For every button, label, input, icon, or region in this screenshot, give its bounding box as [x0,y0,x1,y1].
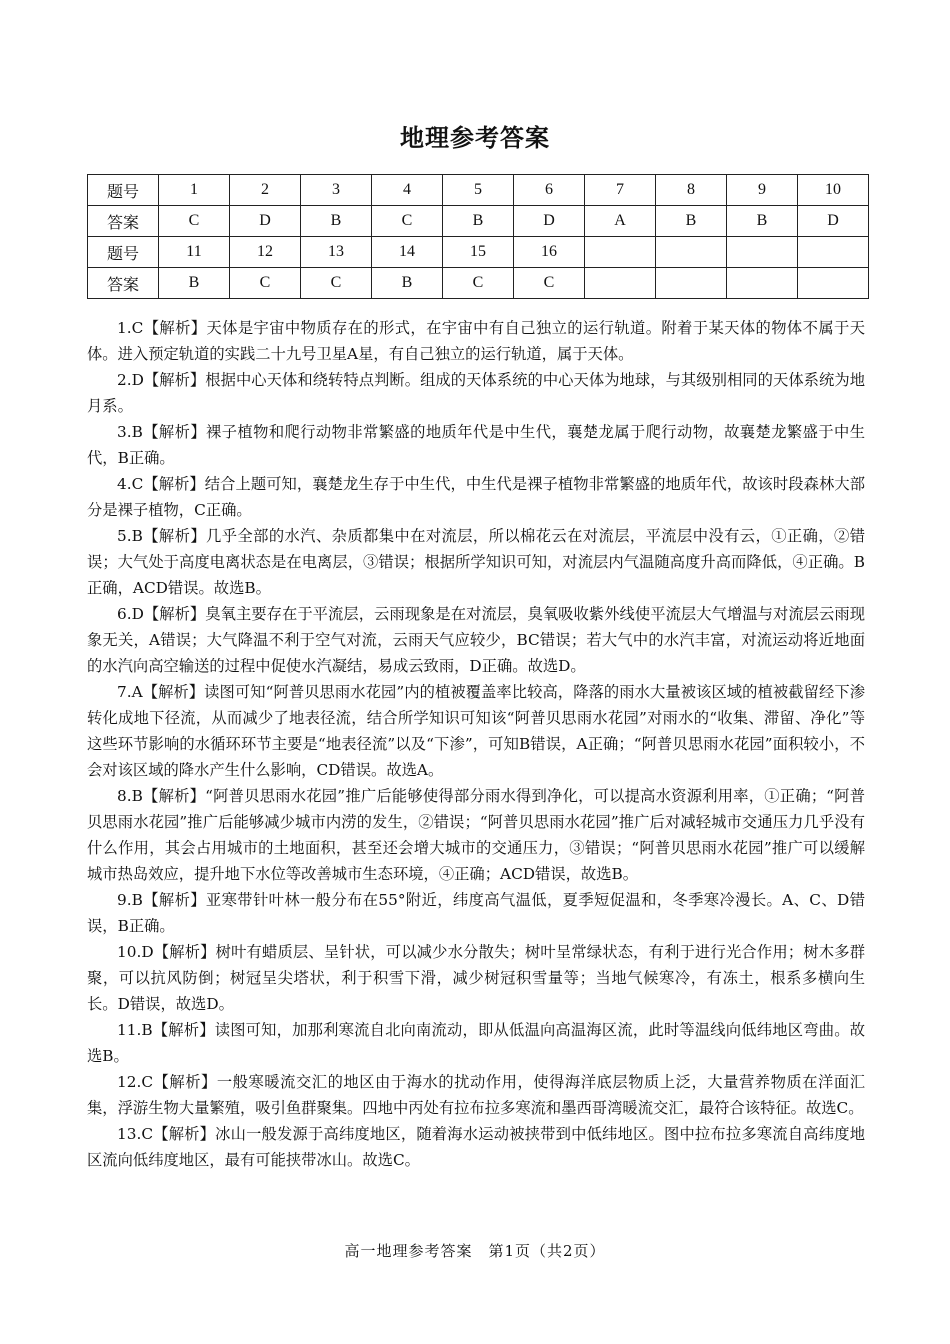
table-cell: C [301,268,372,299]
table-cell [585,268,656,299]
explanation-paragraph: 7.A【解析】读图可知“阿普贝思雨水花园”内的植被覆盖率比较高，降落的雨水大量被该区域的植被截留经下渗转化成地下径流，从而减少了地表径流，结合所学知识可知该“阿普贝思雨水花园”对雨水的“收集、滞留、净化”等这些环节影响的水循环环节主要是“地表径流”以及“下渗”，可知B错误，A正确；“阿普贝思雨水花园”面积较小，不会对该区域的降水产生什么影响，CD错误。故选A。 [87,683,865,779]
table-cell: B [159,268,230,299]
explanation-paragraph: 1.C【解析】天体是宇宙中物质存在的形式，在宇宙中有自己独立的运行轨道。附着于某天体的物体不属于天体。进入预定轨道的实践二十九号卫星A星，有自己独立的运行轨道，属于天体。 [87,319,865,363]
table-cell: B [656,206,727,237]
table-cell: D [514,206,585,237]
table-cell: 答案 [88,206,159,237]
table-cell: C [159,206,230,237]
table-cell: A [585,206,656,237]
table-row [88,206,869,237]
explanation-paragraph: 6.D【解析】臭氧主要存在于平流层，云雨现象是在对流层，臭氧吸收紫外线使平流层大气增温与对流层云雨现象无关，A错误；大气降温不利于空气对流，云雨天气应较少，BC错误；若大气中的水汽丰富，对流运动将近地面的水汽向高空输送的过程中促使水汽凝结，易成云致雨，D正确。故选D。 [87,605,865,675]
page-footer: 高一地理参考答案 第1页（共2页） [344,1242,606,1260]
table-cell: 6 [514,175,585,206]
table-cell [656,268,727,299]
table-cell: B [727,206,798,237]
page-title: 地理参考答案 [400,124,550,152]
table-cell: 题号 [88,175,159,206]
table-cell: C [230,268,301,299]
table-cell: C [443,268,514,299]
answer-table [87,174,869,299]
table-row [88,237,869,268]
table-cell: 16 [514,237,585,268]
table-cell: 4 [372,175,443,206]
explanation-paragraph: 13.C【解析】冰山一般发源于高纬度地区，随着海水运动被挟带到中低纬地区。图中拉布拉多寒流自高纬度地区流向低纬度地区，最有可能挟带冰山。故选C。 [87,1125,865,1169]
table-cell: 11 [159,237,230,268]
table-cell: D [798,206,869,237]
explanation-paragraph: 4.C【解析】结合上题可知，襄楚龙生存于中生代，中生代是裸子植物非常繁盛的地质年代，故该时段森林大部分是裸子植物，C正确。 [87,475,865,519]
table-cell: C [372,206,443,237]
table-cell: D [230,206,301,237]
table-cell: B [443,206,514,237]
table-cell: 答案 [88,268,159,299]
table-cell: 1 [159,175,230,206]
explanation-paragraph: 2.D【解析】根据中心天体和绕转特点判断。组成的天体系统的中心天体为地球，与其级别相同的天体系统为地月系。 [87,371,865,415]
explanation-paragraph: 10.D【解析】树叶有蜡质层、呈针状，可以减少水分散失；树叶呈常绿状态，有利于进行光合作用；树木多群聚，可以抗风防倒；树冠呈尖塔状，利于积雪下滑，减少树冠积雪量等；当地气候寒冷，有冻土，根系多横向生长。D错误，故选D。 [87,943,865,1013]
explanation-paragraph: 3.B【解析】裸子植物和爬行动物非常繁盛的地质年代是中生代，襄楚龙属于爬行动物，故襄楚龙繁盛于中生代，B正确。 [87,423,865,467]
table-cell [798,237,869,268]
table-row [88,268,869,299]
table-cell: C [514,268,585,299]
explanation-paragraph: 9.B【解析】亚寒带针叶林一般分布在55°附近，纬度高气温低，夏季短促温和，冬季寒冷漫长。A、C、D错误，B正确。 [87,891,865,935]
table-cell [798,268,869,299]
explanation-paragraph: 5.B【解析】几乎全部的水汽、杂质都集中在对流层，所以棉花云在对流层，平流层中没有云，①正确，②错误；大气处于高度电离状态是在电离层，③错误；根据所学知识可知，对流层内气温随高度升高而降低，④正确。B正确，ACD错误。故选B。 [87,527,865,597]
table-cell: 9 [727,175,798,206]
table-cell [656,237,727,268]
explanation-paragraph: 12.C【解析】一般寒暖流交汇的地区由于海水的扰动作用，使得海洋底层物质上泛，大量营养物质在洋面汇集，浮游生物大量繁殖，吸引鱼群聚集。四地中丙处有拉布拉多寒流和墨西哥湾暖流交汇，最符合该特征。故选C。 [87,1073,865,1117]
table-cell: 14 [372,237,443,268]
table-cell: 12 [230,237,301,268]
table-cell: 13 [301,237,372,268]
table-cell: 3 [301,175,372,206]
table-cell: 7 [585,175,656,206]
table-cell: 题号 [88,237,159,268]
table-cell: 10 [798,175,869,206]
table-row [88,175,869,206]
table-cell: B [301,206,372,237]
table-cell [727,268,798,299]
explanation-paragraph: 11.B【解析】读图可知，加那利寒流自北向南流动，即从低温向高温海区流，此时等温线向低纬地区弯曲。故选B。 [87,1021,865,1065]
table-cell: 5 [443,175,514,206]
table-cell [585,237,656,268]
table-cell [727,237,798,268]
explanations [87,315,865,1173]
table-cell: 2 [230,175,301,206]
explanation-paragraph: 8.B【解析】“阿普贝思雨水花园”推广后能够使得部分雨水得到净化，可以提高水资源利用率，①正确；“阿普贝思雨水花园”推广后能够减少城市内涝的发生，②错误；“阿普贝思雨水花园”推广后对减轻城市交通压力几乎没有什么作用，其会占用城市的土地面积，甚至还会增大城市的交通压力，③错误；“阿普贝思雨水花园”推广可以缓解城市热岛效应，提升地下水位等改善城市生态环境，④正确；ACD错误，故选B。 [87,787,865,883]
table-cell: 8 [656,175,727,206]
table-cell: B [372,268,443,299]
table-cell: 15 [443,237,514,268]
